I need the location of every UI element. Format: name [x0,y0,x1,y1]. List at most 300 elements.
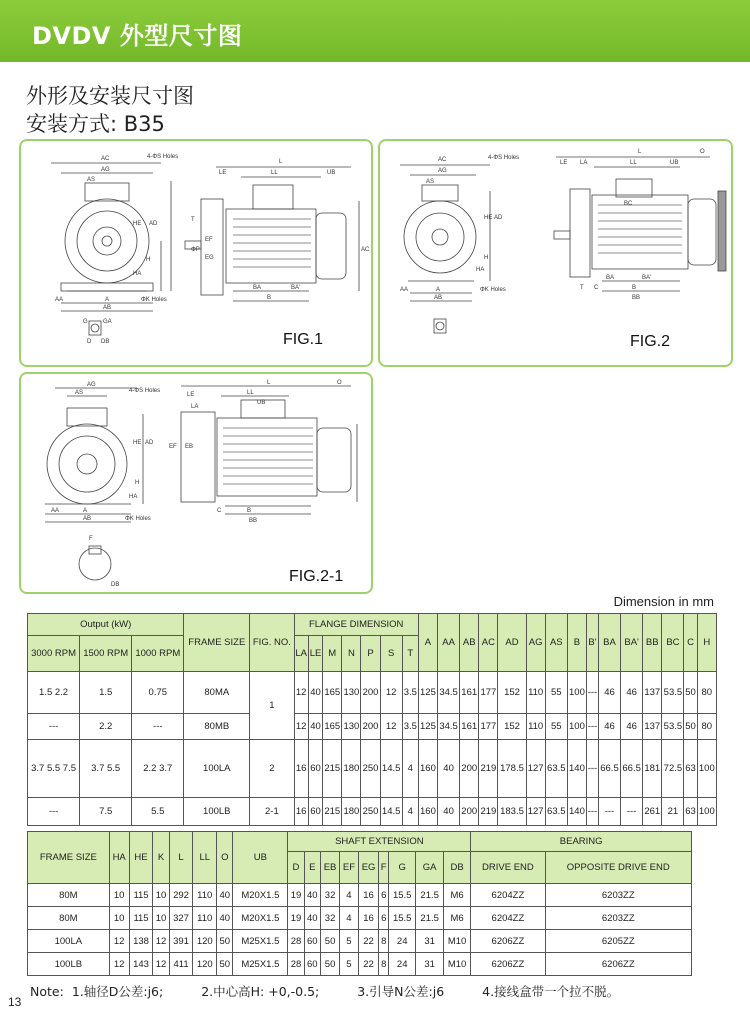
table-cell: 19 [288,884,304,907]
svg-text:L: L [279,159,283,165]
svg-text:D: D [87,339,92,345]
table-cell: 1 [250,672,294,740]
table-cell: 63.5 [545,798,567,826]
svg-text:AG: AG [87,382,96,388]
header-cell: B [567,614,586,672]
header-cell: S [380,636,402,672]
table-cell: --- [28,714,80,740]
table-cell: 100LA [28,930,110,953]
svg-text:C: C [217,508,222,514]
table-cell: 100 [697,740,716,798]
table-cell: --- [587,798,599,826]
header-cell: LA [294,636,308,672]
svg-text:L: L [638,149,642,155]
table-cell: 6 [379,907,389,930]
table-cell: 120 [193,930,217,953]
svg-text:UB: UB [327,170,336,176]
svg-text:B: B [247,508,252,514]
svg-text:HA: HA [129,494,138,500]
svg-text:G: G [83,319,88,325]
table-cell: 12 [294,672,308,714]
svg-text:AG: AG [438,168,447,174]
table-cell: 40 [308,714,322,740]
table-cell: 200 [361,714,380,740]
table-cell: 161 [460,714,479,740]
table-cell: --- [132,714,184,740]
table-cell: 130 [342,672,361,714]
table-cell: 100LA [184,740,250,798]
table-cell: 6205ZZ [545,930,691,953]
header-cell: LL [193,832,217,884]
table-cell: 50 [320,953,339,976]
table-cell: 50 [684,714,697,740]
table-cell: 219 [479,740,498,798]
header-cell: BA [598,614,620,672]
header-cell: A [418,614,437,672]
header-shaft-extension: SHAFT EXTENSION [288,832,471,852]
svg-text:BB: BB [249,518,258,524]
table-cell: 6203ZZ [545,884,691,907]
header-frame-size: FRAME SIZE [184,614,250,672]
table-cell: 32 [320,907,339,930]
table-cell: 140 [567,798,586,826]
note-item: 4.接线盒带一个拉不脱。 [482,984,620,999]
header-cell: AA [438,614,460,672]
header-cell: P [361,636,380,672]
svg-text:ΦP: ΦP [191,247,200,253]
table-cell: 80M [28,884,110,907]
section-title: 外形及安装尺寸图 [26,84,194,108]
table-cell: 152 [498,672,526,714]
table-cell: 50 [217,930,233,953]
table-cell: 80MA [184,672,250,714]
table-cell: M6 [443,884,470,907]
figure-2-panel [378,139,733,367]
svg-text:AB: AB [83,516,92,522]
svg-text:AC: AC [101,156,110,162]
svg-text:4-ΦS Holes: 4-ΦS Holes [488,155,520,161]
table-cell: --- [621,798,643,826]
header-rpm: 3000 RPM [28,636,80,672]
table-cell: 40 [438,798,460,826]
figure-label: FIG.2-1 [289,568,344,585]
header-cell: DB [443,852,470,884]
shaft-bearing-table [27,831,692,976]
svg-text:A: A [105,297,110,303]
header-bearing: BEARING [471,832,692,852]
table-cell: 161 [460,672,479,714]
table-cell: 46 [598,672,620,714]
table-cell: 10 [109,884,129,907]
header-cell: F [379,852,389,884]
table-cell: 60 [308,740,322,798]
header-cell: GA [416,852,443,884]
motor-drawing-icon [380,141,731,365]
svg-text:HA: HA [476,267,485,273]
table-cell: M20X1.5 [233,884,288,907]
table-cell: 125 [418,714,437,740]
table-cell: 180 [342,798,361,826]
table-cell: 178.5 [498,740,526,798]
table-cell: 200 [460,740,479,798]
header-frame-size: FRAME SIZE [28,832,110,884]
table-cell: 6206ZZ [471,953,545,976]
table-cell: 16 [294,740,308,798]
table-cell: 53.5 [662,714,684,740]
svg-text:UB: UB [257,400,266,406]
table-row [28,884,692,907]
table-cell: 66.5 [621,740,643,798]
figure-1-panel [19,139,373,367]
svg-text:LE: LE [219,170,227,176]
header-cell: C [684,614,697,672]
svg-text:B: B [267,295,272,301]
svg-text:UB: UB [670,160,679,166]
note-item: 1.轴径D公差:j6; [71,984,164,999]
svg-text:EB: EB [185,444,194,450]
table-cell: 143 [129,953,153,976]
svg-text:AB: AB [103,305,112,311]
table-cell: 60 [304,953,320,976]
table-cell: 80 [697,672,716,714]
svg-text:ΦK Holes: ΦK Holes [125,516,151,522]
table-cell: 10 [153,907,169,930]
table-cell: 7.5 [80,798,132,826]
header-cell: M [323,636,342,672]
table-cell: 50 [684,672,697,714]
table-cell: 181 [643,740,662,798]
svg-text:AD: AD [145,440,154,446]
svg-text:AG: AG [101,167,110,173]
table-cell: 137 [643,714,662,740]
header-opposite-drive-end: OPPOSITE DRIVE END [545,852,691,884]
header-cell: BC [662,614,684,672]
header-cell: E [304,852,320,884]
table-cell: 160 [418,798,437,826]
table-cell: 110 [526,714,545,740]
table-row [28,930,692,953]
table-cell: 53.5 [662,672,684,714]
header-cell: AD [498,614,526,672]
svg-text:HE: HE [133,440,142,446]
table-cell: 292 [169,884,193,907]
table-cell: 3.5 [402,672,418,714]
table-cell: 19 [288,907,304,930]
table-cell: 40 [308,672,322,714]
table-cell: 6206ZZ [471,930,545,953]
header-cell: UB [233,832,288,884]
header-cell: K [153,832,169,884]
table-cell: --- [598,798,620,826]
svg-text:H: H [135,480,140,486]
header-cell: EF [340,852,358,884]
header-cell: HE [129,832,153,884]
table-cell: 40 [217,907,233,930]
table-cell: 215 [323,740,342,798]
table-cell: 100 [567,714,586,740]
table-cell: 100 [697,798,716,826]
header-cell: AG [526,614,545,672]
table-cell: M25X1.5 [233,930,288,953]
table-cell: 34.5 [438,714,460,740]
figure-2-1-panel [19,372,373,594]
svg-text:AA: AA [55,297,64,303]
svg-text:L: L [267,380,271,386]
table-cell: 55 [545,714,567,740]
table-cell: 165 [323,714,342,740]
table-cell: 3.7 5.5 [80,740,132,798]
table-cell: 140 [567,740,586,798]
header-rpm: 1000 RPM [132,636,184,672]
table-cell: 12 [294,714,308,740]
svg-text:ΦK Holes: ΦK Holes [480,287,506,293]
table-cell: 165 [323,672,342,714]
page-title: DVDV 外型尺寸图 [32,22,243,50]
svg-text:A: A [83,508,88,514]
svg-text:O: O [700,149,705,155]
svg-text:EF: EF [169,444,177,450]
table-cell: 200 [460,798,479,826]
svg-text:O: O [337,380,342,386]
table-cell: 15.5 [389,907,416,930]
table-cell: 4 [402,740,418,798]
table-cell: 6204ZZ [471,907,545,930]
motor-drawing-icon [21,374,371,592]
table-cell: 12 [109,953,129,976]
svg-text:H: H [146,257,151,263]
table-cell: 2-1 [250,798,294,826]
svg-text:H: H [484,255,489,261]
svg-text:T: T [580,285,584,291]
table-cell: 3.7 5.5 7.5 [28,740,80,798]
table-cell: 100 [567,672,586,714]
svg-text:AC: AC [438,157,447,163]
svg-text:AD: AD [494,215,503,221]
svg-text:LE: LE [187,392,195,398]
table-cell: 152 [498,714,526,740]
table-cell: 12 [380,672,402,714]
header-cell: AC [479,614,498,672]
svg-text:AS: AS [87,177,96,183]
table-cell: 100LB [28,953,110,976]
table-cell: 4 [402,798,418,826]
table-cell: 5.5 [132,798,184,826]
svg-text:LL: LL [247,390,254,396]
header-cell: D [288,852,304,884]
header-cell: G [389,852,416,884]
header-cell: AS [545,614,567,672]
table-cell: 24 [389,953,416,976]
svg-text:C: C [594,285,599,291]
table-cell: 24 [389,930,416,953]
table-cell: 21 [662,798,684,826]
svg-text:HA: HA [133,271,142,277]
svg-text:HE: HE [133,221,142,227]
svg-text:4-ΦS Holes: 4-ΦS Holes [129,388,161,394]
table-cell: 28 [288,953,304,976]
header-cell: EB [320,852,339,884]
table-cell: 21.5 [416,907,443,930]
svg-text:BA: BA [606,275,615,281]
table-cell: 72.5 [662,740,684,798]
table-cell: 34.5 [438,672,460,714]
table-cell: 80M [28,907,110,930]
table-cell: 31 [416,930,443,953]
table-row [28,798,717,826]
mounting-type: 安装方式: B35 [26,112,165,136]
table-cell: 16 [358,907,379,930]
svg-text:AC: AC [361,247,370,253]
svg-text:LA: LA [580,160,588,166]
svg-text:LA: LA [191,404,199,410]
svg-text:AA: AA [51,508,60,514]
table-cell: --- [587,740,599,798]
table-cell: 8 [379,953,389,976]
table-cell: 12 [380,714,402,740]
svg-text:BA': BA' [642,275,652,281]
header-drive-end: DRIVE END [471,852,545,884]
svg-text:A: A [436,287,441,293]
table-cell: 110 [526,672,545,714]
table-row [28,672,717,714]
flange-table-body [28,672,717,826]
table-cell: 8 [379,930,389,953]
table-cell: 50 [320,930,339,953]
table-cell: 5 [340,930,358,953]
table-cell: 183.5 [498,798,526,826]
table-cell: 177 [479,714,498,740]
table-cell: M20X1.5 [233,907,288,930]
svg-text:4-ΦS Holes: 4-ΦS Holes [147,154,179,160]
table-cell: 22 [358,953,379,976]
svg-text:AB: AB [434,295,443,301]
svg-text:AS: AS [75,390,84,396]
table-cell: --- [587,672,599,714]
table-cell: 200 [361,672,380,714]
table-cell: 327 [169,907,193,930]
table-cell: 411 [169,953,193,976]
table-cell: 127 [526,798,545,826]
table-cell: --- [587,714,599,740]
table-cell: 2.2 3.7 [132,740,184,798]
table-cell: 63 [684,740,697,798]
page-header [0,0,750,62]
header-fig-no: FIG. NO. [250,614,294,672]
table-cell: 2 [250,740,294,798]
table-cell: 46 [621,714,643,740]
table-cell: 66.5 [598,740,620,798]
table-cell: 160 [418,740,437,798]
table-cell: 115 [129,884,153,907]
table-cell: 50 [217,953,233,976]
header-cell: BB [643,614,662,672]
table-cell: 14.5 [380,740,402,798]
svg-text:DB: DB [111,582,120,588]
svg-text:LL: LL [271,170,278,176]
svg-text:F: F [89,536,93,542]
table-cell: 110 [193,907,217,930]
table-cell: 110 [193,884,217,907]
table-cell: 100LB [184,798,250,826]
table-cell: 120 [193,953,217,976]
svg-text:BB: BB [632,295,641,301]
table-cell: 63 [684,798,697,826]
table-cell: 137 [643,672,662,714]
table-cell: 2.2 [80,714,132,740]
header-cell: O [217,832,233,884]
table-cell: 115 [129,907,153,930]
table-cell: 60 [308,798,322,826]
table-cell: 10 [109,907,129,930]
header-cell: EG [358,852,379,884]
header-cell: N [342,636,361,672]
table-cell: 180 [342,740,361,798]
table-cell: 32 [320,884,339,907]
table-cell: 46 [598,714,620,740]
table-cell: 12 [153,953,169,976]
header-cell: H [697,614,716,672]
figure-label: FIG.2 [630,333,671,350]
table-cell: 40 [304,907,320,930]
svg-text:ΦK Holes: ΦK Holes [141,297,167,303]
table-cell: 215 [323,798,342,826]
table-cell: 31 [416,953,443,976]
table-cell: 125 [418,672,437,714]
header-flange: FLANGE DIMENSION [294,614,418,636]
table-cell: 4 [340,884,358,907]
svg-text:BC: BC [624,201,633,207]
table-cell: 15.5 [389,884,416,907]
table-cell: 60 [304,930,320,953]
table-cell: 40 [217,884,233,907]
table-cell: 219 [479,798,498,826]
footnote [30,982,619,1000]
table-cell: M6 [443,907,470,930]
table-row [28,907,692,930]
table-cell: 177 [479,672,498,714]
header-cell: AB [460,614,479,672]
table-cell: 391 [169,930,193,953]
note-item: 3.引导N公差:j6 [357,984,445,999]
table-cell: 80MB [184,714,250,740]
table-cell: 63.5 [545,740,567,798]
table-cell: 12 [109,930,129,953]
svg-text:BA': BA' [291,285,301,291]
table-cell: --- [28,798,80,826]
svg-text:LE: LE [560,160,568,166]
svg-text:GA: GA [103,319,112,325]
table-cell: 16 [358,884,379,907]
shaft-table-body [28,884,692,976]
svg-text:LL: LL [630,160,637,166]
table-cell: 6206ZZ [545,953,691,976]
table-cell: 250 [361,798,380,826]
page-number: 13 [8,995,22,1009]
header-cell: HA [109,832,129,884]
table-cell: 1.5 2.2 [28,672,80,714]
svg-text:BA: BA [253,285,262,291]
header-rpm: 1500 RPM [80,636,132,672]
table-cell: 261 [643,798,662,826]
svg-text:AS: AS [426,179,435,185]
table-cell: 3.5 [402,714,418,740]
table-cell: 1.5 [80,672,132,714]
header-cell: LE [308,636,322,672]
svg-text:AA: AA [400,287,409,293]
svg-text:HE: HE [484,215,493,221]
table-cell: 14.5 [380,798,402,826]
table-cell: 40 [438,740,460,798]
